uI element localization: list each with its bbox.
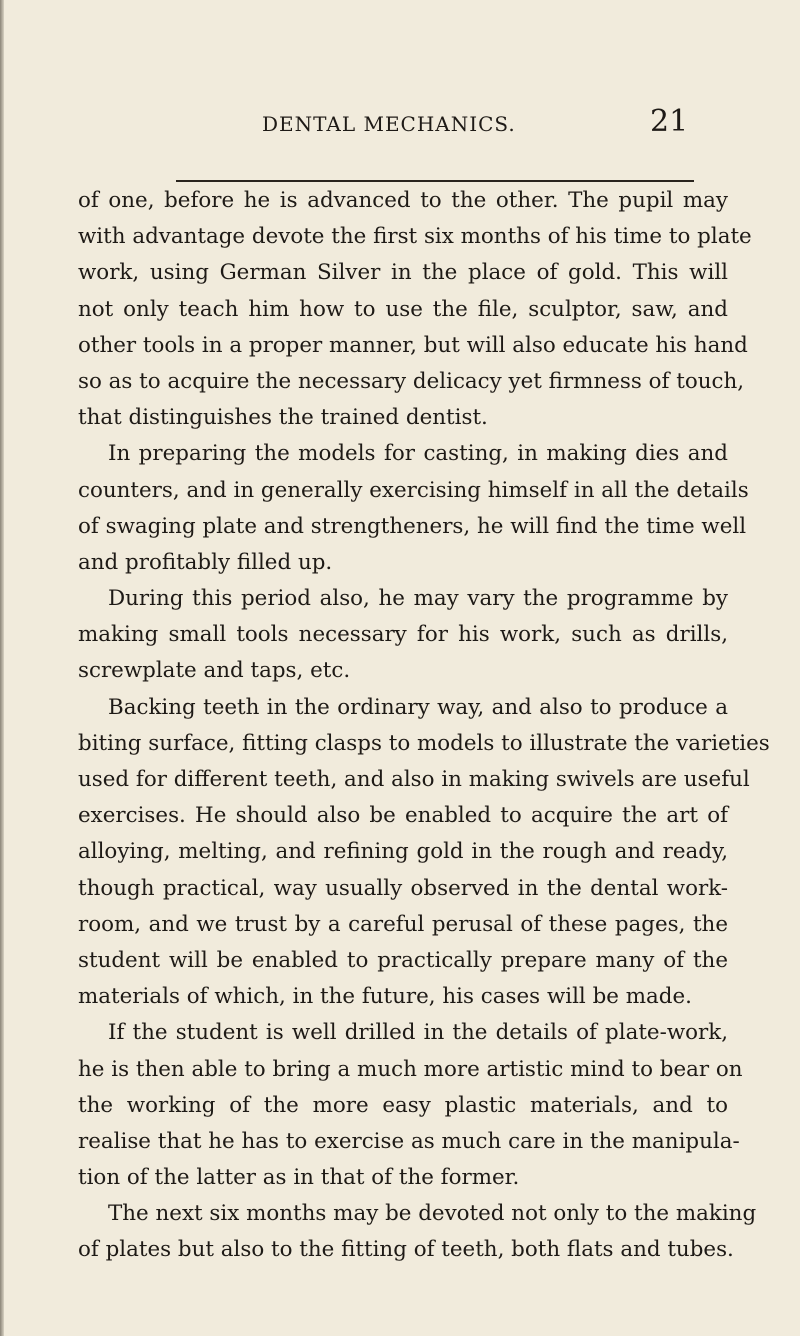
text-line: materials of which, in the future, his cases will be made. bbox=[78, 984, 692, 1010]
text-line: The next six months may be devoted not only to the making bbox=[108, 1201, 757, 1227]
text-line: used for different teeth, and also in making swivels are useful bbox=[78, 767, 750, 792]
text-line: During this period also, he may vary the programme by bbox=[108, 586, 728, 612]
text-line: If the student is well drilled in the details of plate-work, bbox=[108, 1020, 728, 1046]
text-line: other tools in a proper manner, but will also educate his hand bbox=[78, 332, 748, 358]
text-line: room, and we trust by a careful perusal of these pages, the bbox=[78, 911, 728, 937]
text-line: screwplate and taps, etc. bbox=[78, 658, 351, 684]
text-line: exercises. He should also be enabled to acquire the art of bbox=[78, 803, 728, 829]
text-line: tion of the latter as in that of the former. bbox=[78, 1165, 520, 1191]
text-line: realise that he has to exercise as much care in the manipula- bbox=[78, 1128, 740, 1154]
text-line: he is then able to bring a much more artistic mind to bear on bbox=[78, 1056, 743, 1082]
text-line: Backing teeth in the ordinary way, and also to produce a bbox=[108, 694, 728, 720]
page-number: 21 bbox=[650, 104, 689, 139]
text-line: that distinguishes the trained dentist. bbox=[78, 405, 488, 431]
text-line: and profitably filled up. bbox=[78, 549, 333, 575]
text-line: of one, before he is advanced to the other. The pupil may bbox=[78, 188, 728, 213]
text-line: alloying, melting, and refining gold in the rough and ready, bbox=[78, 839, 728, 865]
text-line: of swaging plate and strengtheners, he will find the time well bbox=[78, 513, 747, 539]
text-line: not only teach him how to use the file, sculptor, saw, and bbox=[78, 296, 728, 322]
body-text bbox=[78, 183, 770, 1269]
text-line: though practical, way usually observed in the dental work- bbox=[78, 875, 728, 901]
text-line: of plates but also to the fitting of teeth, both flats and tubes. bbox=[78, 1237, 734, 1263]
text-line: counters, and in generally exercising himself in all the details bbox=[78, 477, 749, 503]
text-line: with advantage devote the first six months of his time to plate bbox=[78, 224, 752, 250]
text-line: the working of the more easy plastic materials, and to bbox=[78, 1092, 728, 1118]
running-head: DENTAL MECHANICS. bbox=[262, 112, 516, 136]
text-line: making small tools necessary for his work, such as drills, bbox=[78, 622, 728, 648]
page-header bbox=[0, 104, 800, 154]
text-line: student will be enabled to practically prepare many of the bbox=[78, 947, 728, 973]
text-line: so as to acquire the necessary delicacy yet firmness of touch, bbox=[78, 368, 745, 394]
text-line: In preparing the models for casting, in making dies and bbox=[108, 441, 728, 467]
text-line: biting surface, fitting clasps to models to illustrate the varieties bbox=[78, 730, 770, 756]
text-line: work, using German Silver in the place of gold. This will bbox=[78, 260, 728, 286]
page-edge-shadow bbox=[0, 0, 4, 1336]
header-rule bbox=[176, 180, 694, 182]
